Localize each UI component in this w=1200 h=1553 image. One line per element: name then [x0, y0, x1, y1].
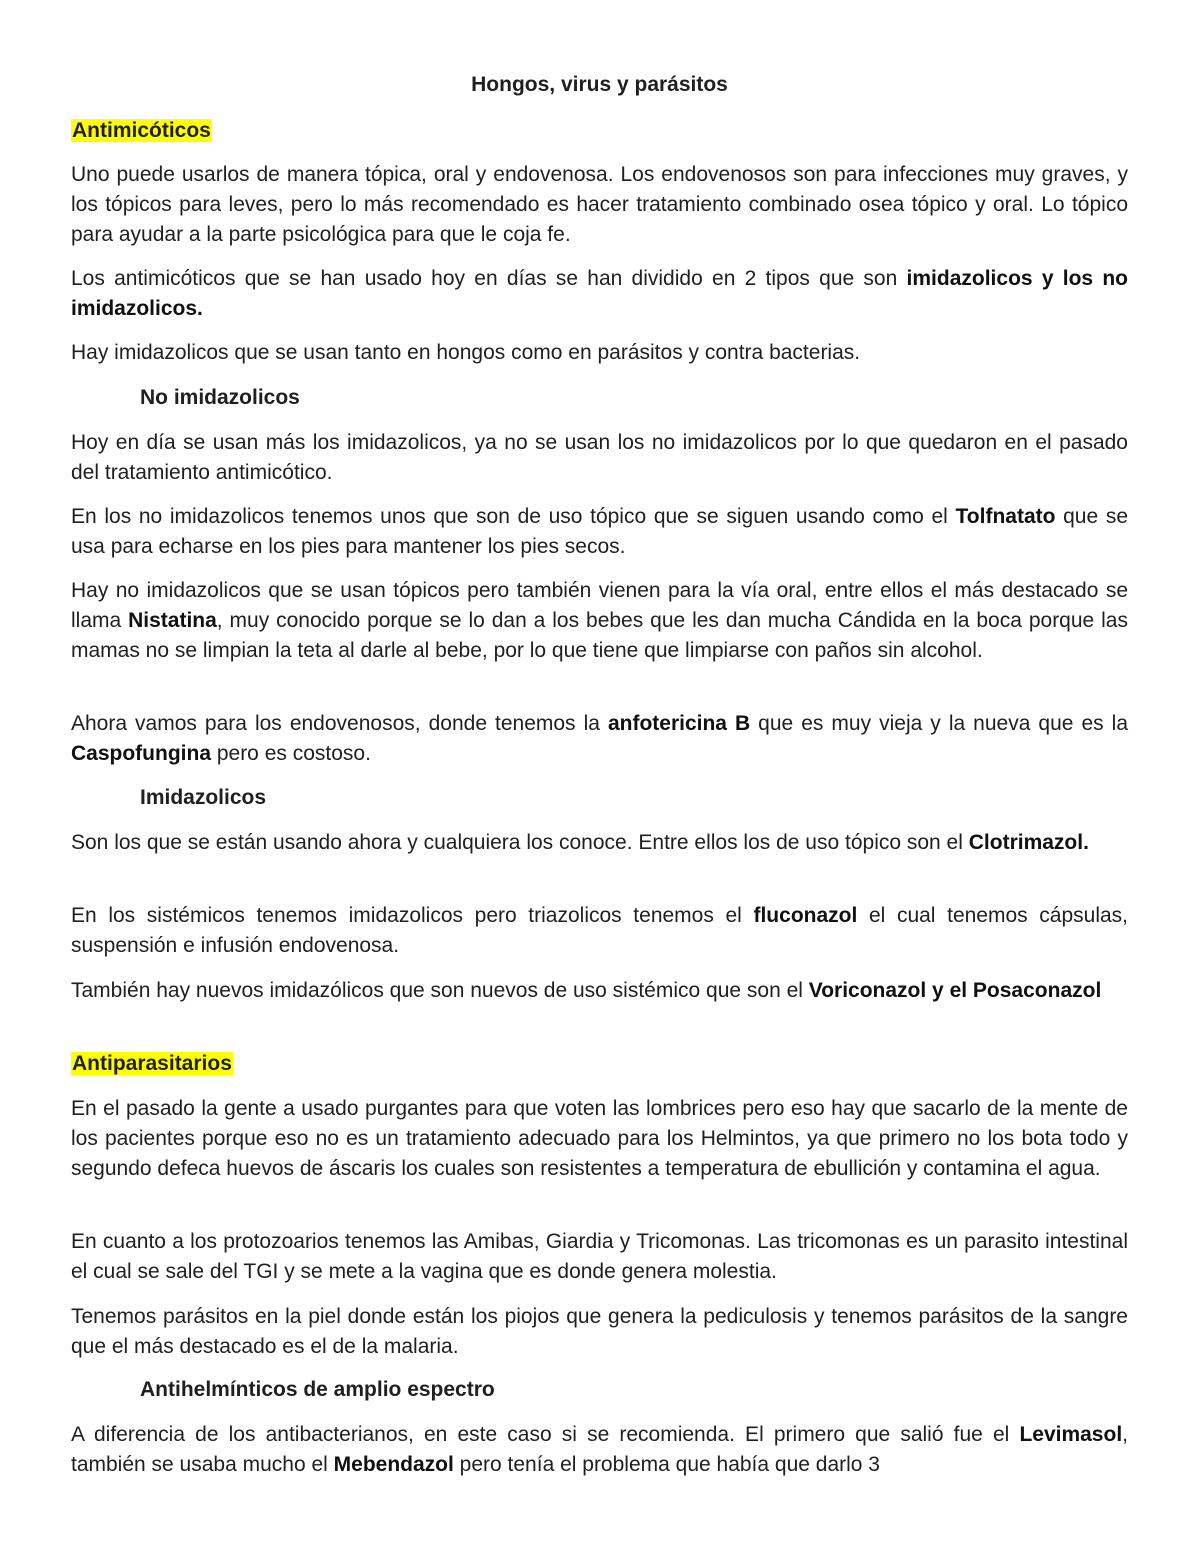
paragraph-1: Uno puede usarlos de manera tópica, oral y endovenosa. Los endovenosos son para infecciones muy graves, y los tópicos para leves, pero lo más recomendado es hacer tratamiento combinado osea tópico y oral. Lo tópico para ayudar a la parte psicológica para que le coja fe.: [71, 163, 1128, 246]
subheading-no-imidazolicos: No imidazolicos: [140, 386, 300, 409]
heading-antimicoticos: [71, 116, 212, 146]
bold-term: imidazolicos y los no imidazolicos.: [71, 267, 1128, 320]
bold-term: Caspofungina: [71, 742, 211, 765]
paragraph-13: Tenemos parásitos en la piel donde están los piojos que genera la pediculosis y tenemos parásitos de la sangre que el más destacado es el de la malaria.: [71, 1305, 1128, 1358]
heading-antimicoticos-text: Antimicóticos: [72, 119, 211, 142]
paragraph-11: En el pasado la gente a usado purgantes para que voten las lombrices pero eso hay que sacarlo de la mente de los pacientes porque eso no es un tratamiento adecuado para los Helmintos, ya que primero no los bota todo y segundo defeca huevos de áscaris los cuales son resistentes a temperatura de ebullición y contamina el agua.: [71, 1097, 1128, 1180]
paragraph-9: En los sistémicos tenemos imidazolicos pero triazolicos tenemos el fluconazol el cual tenemos cápsulas, suspensión e infusión endovenosa.: [71, 904, 1129, 957]
bold-term: Tolfnatato: [955, 505, 1056, 528]
heading-antiparasitarios: [71, 1049, 233, 1079]
bold-term: Nistatina: [128, 609, 217, 632]
bold-term: fluconazol: [753, 904, 858, 927]
paragraph-4: Hoy en día se usan más los imidazolicos, ya no se usan los no imidazolicos por lo que quedaron en el pasado del tratamiento antimicótico.: [71, 431, 1128, 484]
paragraph-6: Hay no imidazolicos que se usan tópicos pero también vienen para la vía oral, entre ellos el más destacado se llama Nistatina, muy conocido porque se lo dan a los bebes que les dan mucha Cándida en la boca porque las mamas no se limpian la teta al darle al bebe, por lo que tiene que limpiarse con paños sin alcohol.: [71, 579, 1128, 662]
bold-term: Voriconazol y el Posaconazol: [808, 979, 1102, 1002]
bold-term: anfotericina B: [607, 712, 751, 735]
document-title: Hongos, virus y parásitos: [471, 73, 728, 96]
paragraph-12: En cuanto a los protozoarios tenemos las Amibas, Giardia y Tricomonas. Las tricomonas es un parasito intestinal el cual se sale del TGI y se mete a la vagina que es donde genera molestia.: [71, 1230, 1128, 1283]
bold-term: Clotrimazol.: [968, 831, 1089, 854]
paragraph-14: A diferencia de los antibacterianos, en este caso si se recomienda. El primero que salió fue el Levimasol, también se usaba mucho el Mebendazol pero tenía el problema que había que darlo 3: [71, 1423, 1128, 1476]
paragraph-5: En los no imidazolicos tenemos unos que son de uso tópico que se siguen usando como el Tolfnatato que se usa para echarse en los pies para mantener los pies secos.: [71, 505, 1129, 558]
paragraph-10: También hay nuevos imidazólicos que son nuevos de uso sistémico que son el Voriconazol y el Posaconazol: [71, 979, 1102, 1002]
paragraph-3: Hay imidazolicos que se usan tanto en hongos como en parásitos y contra bacterias.: [71, 341, 861, 364]
paragraph-7: Ahora vamos para los endovenosos, donde tenemos la anfotericina B que es muy vieja y la nueva que es la Caspofungina pero es costoso.: [71, 712, 1129, 765]
heading-antiparasitarios-text: Antiparasitarios: [72, 1052, 232, 1075]
bold-term: Levimasol: [1019, 1423, 1123, 1446]
paragraph-2: Los antimicóticos que se han usado hoy en días se han dividido en 2 tipos que son imidazolicos y los no imidazolicos.: [71, 267, 1128, 320]
paragraph-8: Son los que se están usando ahora y cualquiera los conoce. Entre ellos los de uso tópico son el Clotrimazol.: [71, 831, 1089, 854]
subheading-imidazolicos: Imidazolicos: [140, 786, 267, 809]
subheading-antihelminticos: Antihelmínticos de amplio espectro: [140, 1378, 495, 1401]
bold-term: Mebendazol: [333, 1453, 454, 1476]
